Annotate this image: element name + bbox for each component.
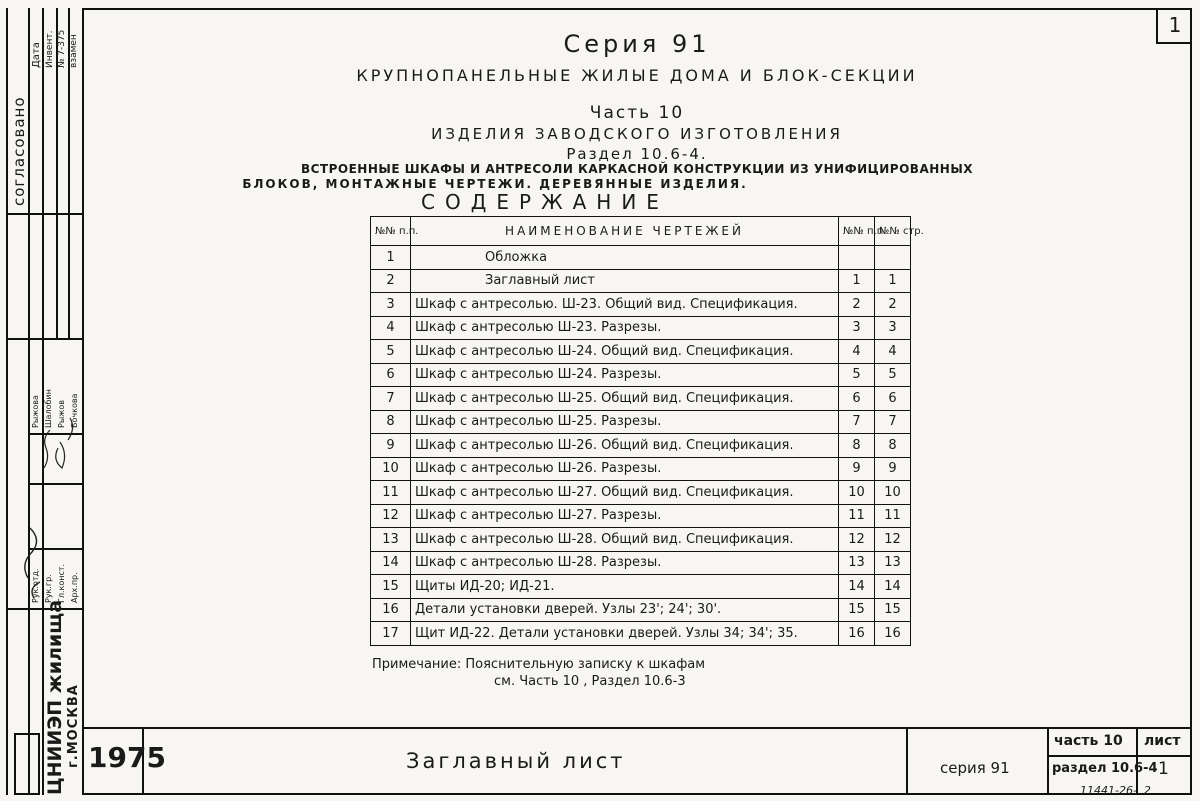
series-code: серия 91 — [940, 759, 1010, 777]
drawing-name: Шкаф с антресолью Ш-28. Разрезы. — [411, 551, 839, 575]
sheet-label: лист — [1144, 733, 1181, 749]
sign-name: Рыжов — [57, 400, 66, 428]
series-title: Серия 91 — [563, 30, 711, 58]
sign-name: Бочкова — [70, 393, 79, 428]
row-number: 15 — [371, 575, 411, 599]
sheet-number-cell: 14 — [839, 575, 875, 599]
drawing-name: Шкаф с антресолью Ш-26. Общий вид. Спецификация. — [411, 434, 839, 458]
description-line-2: БЛОКОВ, МОНТАЖНЫЕ ЧЕРТЕЖИ. ДЕРЕВЯННЫЕ ИЗДЕЛИЯ. — [242, 177, 748, 191]
drawing-name: Шкаф с антресолью Ш-27. Общий вид. Спецификация. — [411, 481, 839, 505]
table-row — [371, 363, 911, 387]
drawing-name: Шкаф с антресолью Ш-27. Разрезы. — [411, 504, 839, 528]
row-number: 9 — [371, 434, 411, 458]
page-number-cell: 1 — [875, 269, 911, 293]
inventory-number: № 7-375 — [57, 29, 67, 68]
drawing-name: Обложка — [411, 246, 839, 270]
column-header-name: НАИМЕНОВАНИЕ ЧЕРТЕЖЕЙ — [411, 217, 839, 246]
row-number: 4 — [371, 316, 411, 340]
table-row — [371, 246, 911, 270]
sign-role: Рук.гр. — [44, 574, 53, 603]
table-row — [371, 622, 911, 646]
row-number: 10 — [371, 457, 411, 481]
sheet-number-cell: 7 — [839, 410, 875, 434]
drawing-name: Шкаф с антресолью Ш-24. Разрезы. — [411, 363, 839, 387]
replacement-label: взамен — [69, 34, 79, 68]
inventory-label: Инвент. — [45, 30, 55, 68]
sign-role: Рук.отд. — [31, 568, 40, 603]
column-header-sheet: №№ п.п. — [839, 217, 875, 246]
organization-name: ЦНИИЭП жилища — [44, 599, 66, 795]
sheet-number-cell: 8 — [839, 434, 875, 458]
table-row — [371, 316, 911, 340]
title-block — [82, 727, 1192, 795]
row-number: 6 — [371, 363, 411, 387]
row-number: 13 — [371, 528, 411, 552]
row-number: 12 — [371, 504, 411, 528]
row-number: 16 — [371, 598, 411, 622]
sheet-name: Заглавный лист — [406, 749, 626, 773]
drawing-name: Шкаф с антресолью Ш-26. Разрезы. — [411, 457, 839, 481]
table-row — [371, 457, 911, 481]
page-number-cell: 3 — [875, 316, 911, 340]
note-line-1: Примечание: Пояснительную записку к шкафам — [372, 657, 706, 672]
section-code: раздел 10.6-4 — [1052, 761, 1158, 776]
left-strip — [0, 8, 82, 795]
column-header-page: №№ стр. — [875, 217, 911, 246]
page-number-cell: 10 — [875, 481, 911, 505]
page-number-cell: 16 — [875, 622, 911, 646]
drawing-name: Шкаф с антресолью Ш-28. Общий вид. Спецификация. — [411, 528, 839, 552]
table-row — [371, 387, 911, 411]
sheet-number-cell: 13 — [839, 551, 875, 575]
page-number-cell: 8 — [875, 434, 911, 458]
sheet-value: 1 — [1158, 759, 1169, 779]
sign-role: Гл.конст. — [57, 563, 66, 603]
series-subtitle: КРУПНОПАНЕЛЬНЫЕ ЖИЛЫЕ ДОМА И БЛОК-СЕКЦИИ — [356, 66, 918, 85]
row-number: 11 — [371, 481, 411, 505]
date-label: Дата — [31, 42, 42, 68]
sheet-number: 1 — [1156, 8, 1192, 44]
page-number-cell: 2 — [875, 293, 911, 317]
year: 1975 — [88, 741, 166, 774]
contents-title: СОДЕРЖАНИЕ — [421, 190, 669, 214]
note — [372, 656, 705, 690]
sign-role: Арх.пр. — [70, 572, 79, 603]
row-number: 2 — [371, 269, 411, 293]
signature-scribbles — [8, 348, 82, 608]
sign-name: Шалобин — [44, 389, 53, 428]
table-row — [371, 551, 911, 575]
sign-name: Рыжова — [31, 395, 40, 428]
section-label: Раздел 10.6-4. — [566, 145, 708, 163]
page-number-cell — [875, 246, 911, 270]
drawing-name: Шкаф с антресолью Ш-25. Общий вид. Спецификация. — [411, 387, 839, 411]
description-line-1: ВСТРОЕННЫЕ ШКАФЫ И АНТРЕСОЛИ КАРКАСНОЙ КОНСТРУКЦИИ ИЗ УНИФИЦИРОВАННЫХ — [300, 162, 974, 176]
drawing-name: Щит ИД-22. Детали установки дверей. Узлы 34; 34'; 35. — [411, 622, 839, 646]
page-number-cell: 11 — [875, 504, 911, 528]
row-number: 1 — [371, 246, 411, 270]
part-title: ИЗДЕЛИЯ ЗАВОДСКОГО ИЗГОТОВЛЕНИЯ — [431, 125, 843, 143]
sheet-number-cell: 6 — [839, 387, 875, 411]
page-number-cell: 5 — [875, 363, 911, 387]
note-line-2: см. Часть 10 , Раздел 10.6-3 — [494, 674, 686, 689]
table-row — [371, 575, 911, 599]
sheet-number-cell: 4 — [839, 340, 875, 364]
page-number-cell: 9 — [875, 457, 911, 481]
sheet-number-cell: 5 — [839, 363, 875, 387]
drawing-name: Шкаф с антресолью Ш-24. Общий вид. Спецификация. — [411, 340, 839, 364]
table-row — [371, 481, 911, 505]
contents-table — [370, 216, 924, 646]
row-number: 8 — [371, 410, 411, 434]
page-number-cell: 4 — [875, 340, 911, 364]
row-number: 14 — [371, 551, 411, 575]
agreed-label: согласовано — [10, 96, 28, 206]
table-row — [371, 434, 911, 458]
sheet-number-cell: 1 — [839, 269, 875, 293]
row-number: 5 — [371, 340, 411, 364]
page-number-cell: 13 — [875, 551, 911, 575]
organization-city: г.МОСКВА — [66, 684, 81, 768]
column-header-number: №№ п.п. — [371, 217, 411, 246]
sheet-number-cell: 15 — [839, 598, 875, 622]
table-row — [371, 410, 911, 434]
page-number-cell: 6 — [875, 387, 911, 411]
organization-stamp-box — [14, 733, 40, 795]
row-number: 3 — [371, 293, 411, 317]
row-number: 7 — [371, 387, 411, 411]
table-header-row — [371, 217, 911, 246]
drawing-name: Шкаф с антресолью Ш-23. Разрезы. — [411, 316, 839, 340]
document-number: 11441-26- 2 — [1080, 784, 1151, 797]
table-row — [371, 504, 911, 528]
sheet-number-cell: 16 — [839, 622, 875, 646]
sheet-number-cell: 10 — [839, 481, 875, 505]
page-number-cell: 12 — [875, 528, 911, 552]
drawing-name: Щиты ИД-20; ИД-21. — [411, 575, 839, 599]
sheet-number-cell: 12 — [839, 528, 875, 552]
page-number-cell: 14 — [875, 575, 911, 599]
drawing-name: Шкаф с антресолью. Ш-23. Общий вид. Спецификация. — [411, 293, 839, 317]
row-number: 17 — [371, 622, 411, 646]
table-row — [371, 598, 911, 622]
sheet-number-cell: 2 — [839, 293, 875, 317]
drawing-name: Детали установки дверей. Узлы 23'; 24'; 30'. — [411, 598, 839, 622]
table-row — [371, 340, 911, 364]
page-number-cell: 7 — [875, 410, 911, 434]
table-row — [371, 528, 911, 552]
sheet-number-cell: 3 — [839, 316, 875, 340]
part-code: часть 10 — [1054, 733, 1123, 749]
page-number-cell: 15 — [875, 598, 911, 622]
table-row — [371, 293, 911, 317]
sheet-number-cell: 11 — [839, 504, 875, 528]
drawing-name: Заглавный лист — [411, 269, 839, 293]
drawing-name: Шкаф с антресолью Ш-25. Разрезы. — [411, 410, 839, 434]
table-row — [371, 269, 911, 293]
sheet-number-cell — [839, 246, 875, 270]
part-label: Часть 10 — [589, 103, 685, 123]
sheet-number-cell: 9 — [839, 457, 875, 481]
